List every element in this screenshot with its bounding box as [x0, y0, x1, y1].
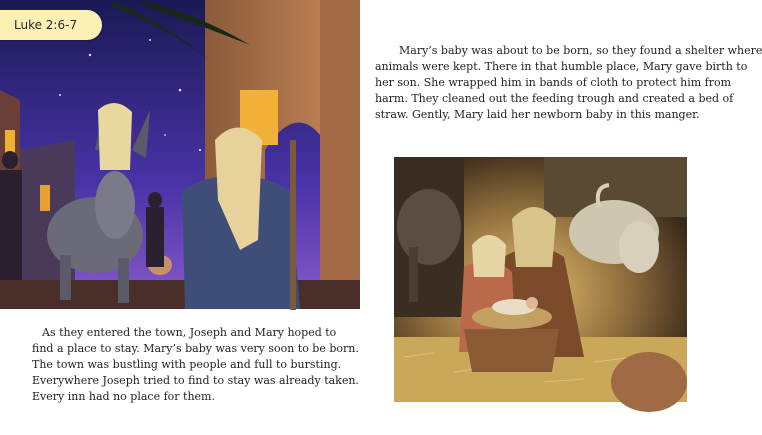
text-line: As they entered the town, Joseph and Mary hoped to: [42, 326, 337, 339]
text-line: The town was bustling with people and full to bursting.: [32, 358, 342, 371]
text-line: find a place to stay. Mary’s baby was very soon to be born.: [32, 342, 359, 355]
night-town-illustration: [0, 0, 360, 309]
left-page: [0, 0, 360, 435]
text-line: Every inn had no place for them.: [32, 390, 215, 403]
manger-illustration: [394, 157, 687, 402]
text-line: animals were kept. There in that humble place, Mary gave birth to: [375, 60, 748, 73]
text-line: her son. She wrapped him in bands of cloth to protect him from: [375, 76, 732, 89]
text-line: Mary’s baby was about to be born, so they found a shelter where: [399, 44, 762, 57]
right-page-text: [375, 43, 762, 123]
text-line: Everywhere Joseph tried to find to stay was already taken.: [32, 374, 359, 387]
left-page-text: [32, 325, 359, 405]
scripture-reference-tab: Luke 2:6-7: [0, 10, 102, 40]
text-line: harm. They cleaned out the feeding trough and created a bed of: [375, 92, 734, 105]
text-line: straw. Gently, Mary laid her newborn baby in this manger.: [375, 108, 700, 121]
